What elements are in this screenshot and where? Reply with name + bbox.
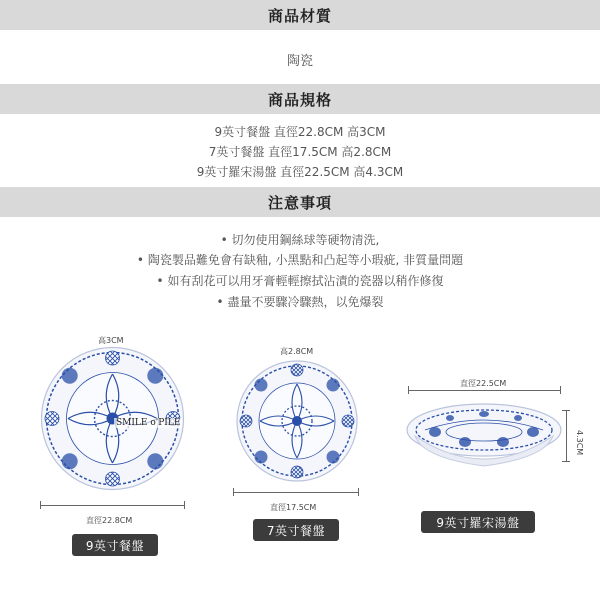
soup-plate-height-line xyxy=(566,410,567,462)
plate-9-diameter-line xyxy=(40,505,185,506)
material-value: 陶瓷 xyxy=(286,54,313,69)
spec-line: 7英寸餐盤 直徑17.5CM 高2.8CM xyxy=(208,145,392,159)
notes-section-title: 注意事項 xyxy=(267,193,332,212)
soup-plate-name-label: 9英寸羅宋湯盤 xyxy=(421,511,535,533)
plate-9-diameter-label: 直徑22.8CM xyxy=(86,516,133,525)
soup-plate-diameter-line xyxy=(408,390,561,391)
plate-7-diameter-label: 直徑17.5CM xyxy=(270,503,317,512)
note-line: • 如有刮花可以用牙膏輕輕擦拭沾漬的瓷器以稍作修復 xyxy=(156,274,444,288)
spec-section-title: 商品規格 xyxy=(267,90,332,109)
material-section-header xyxy=(0,0,600,30)
soup-plate-height-label: 4.3CM xyxy=(575,430,584,456)
plate-9-diameter-tick xyxy=(184,501,185,509)
plate-7-diameter-tick xyxy=(233,488,234,496)
spec-line: 9英寸餐盤 直徑22.8CM 高3CM xyxy=(214,125,386,139)
watermark-logo: SMILE o'PILE xyxy=(116,418,181,428)
note-line: • 陶瓷製品難免會有缺釉, 小黑點和凸起等小瑕疵, 非質量問題 xyxy=(136,253,464,267)
notes-section-header xyxy=(0,187,600,217)
plate-7-height-label: 高2.8CM xyxy=(280,347,314,356)
plate-9-name-label: 9英寸餐盤 xyxy=(72,534,158,556)
plate-7-diameter-tick xyxy=(358,488,359,496)
soup-plate-diameter-tick xyxy=(408,386,409,394)
soup-plate-diameter-tick xyxy=(560,386,561,394)
plate-7-name-label: 7英寸餐盤 xyxy=(253,519,339,541)
plate-7-image xyxy=(236,360,358,482)
plate-7-diameter-line xyxy=(233,492,359,493)
soup-plate-image xyxy=(405,400,563,472)
note-line: • 盡量不要驟冷驟熱，以免爆裂 xyxy=(216,295,384,309)
spec-line: 9英寸羅宋湯盤 直徑22.5CM 高4.3CM xyxy=(196,165,404,179)
note-line: • 切勿使用鋼絲球等硬物清洗, xyxy=(220,233,380,247)
plate-9-height-label: 高3CM xyxy=(98,336,124,345)
soup-plate-height-tick xyxy=(562,461,570,462)
material-section-title: 商品材質 xyxy=(267,6,332,25)
plate-9-diameter-tick xyxy=(40,501,41,509)
spec-section-header xyxy=(0,84,600,114)
soup-plate-height-tick xyxy=(562,410,570,411)
soup-plate-diameter-label: 直徑22.5CM xyxy=(460,379,507,388)
